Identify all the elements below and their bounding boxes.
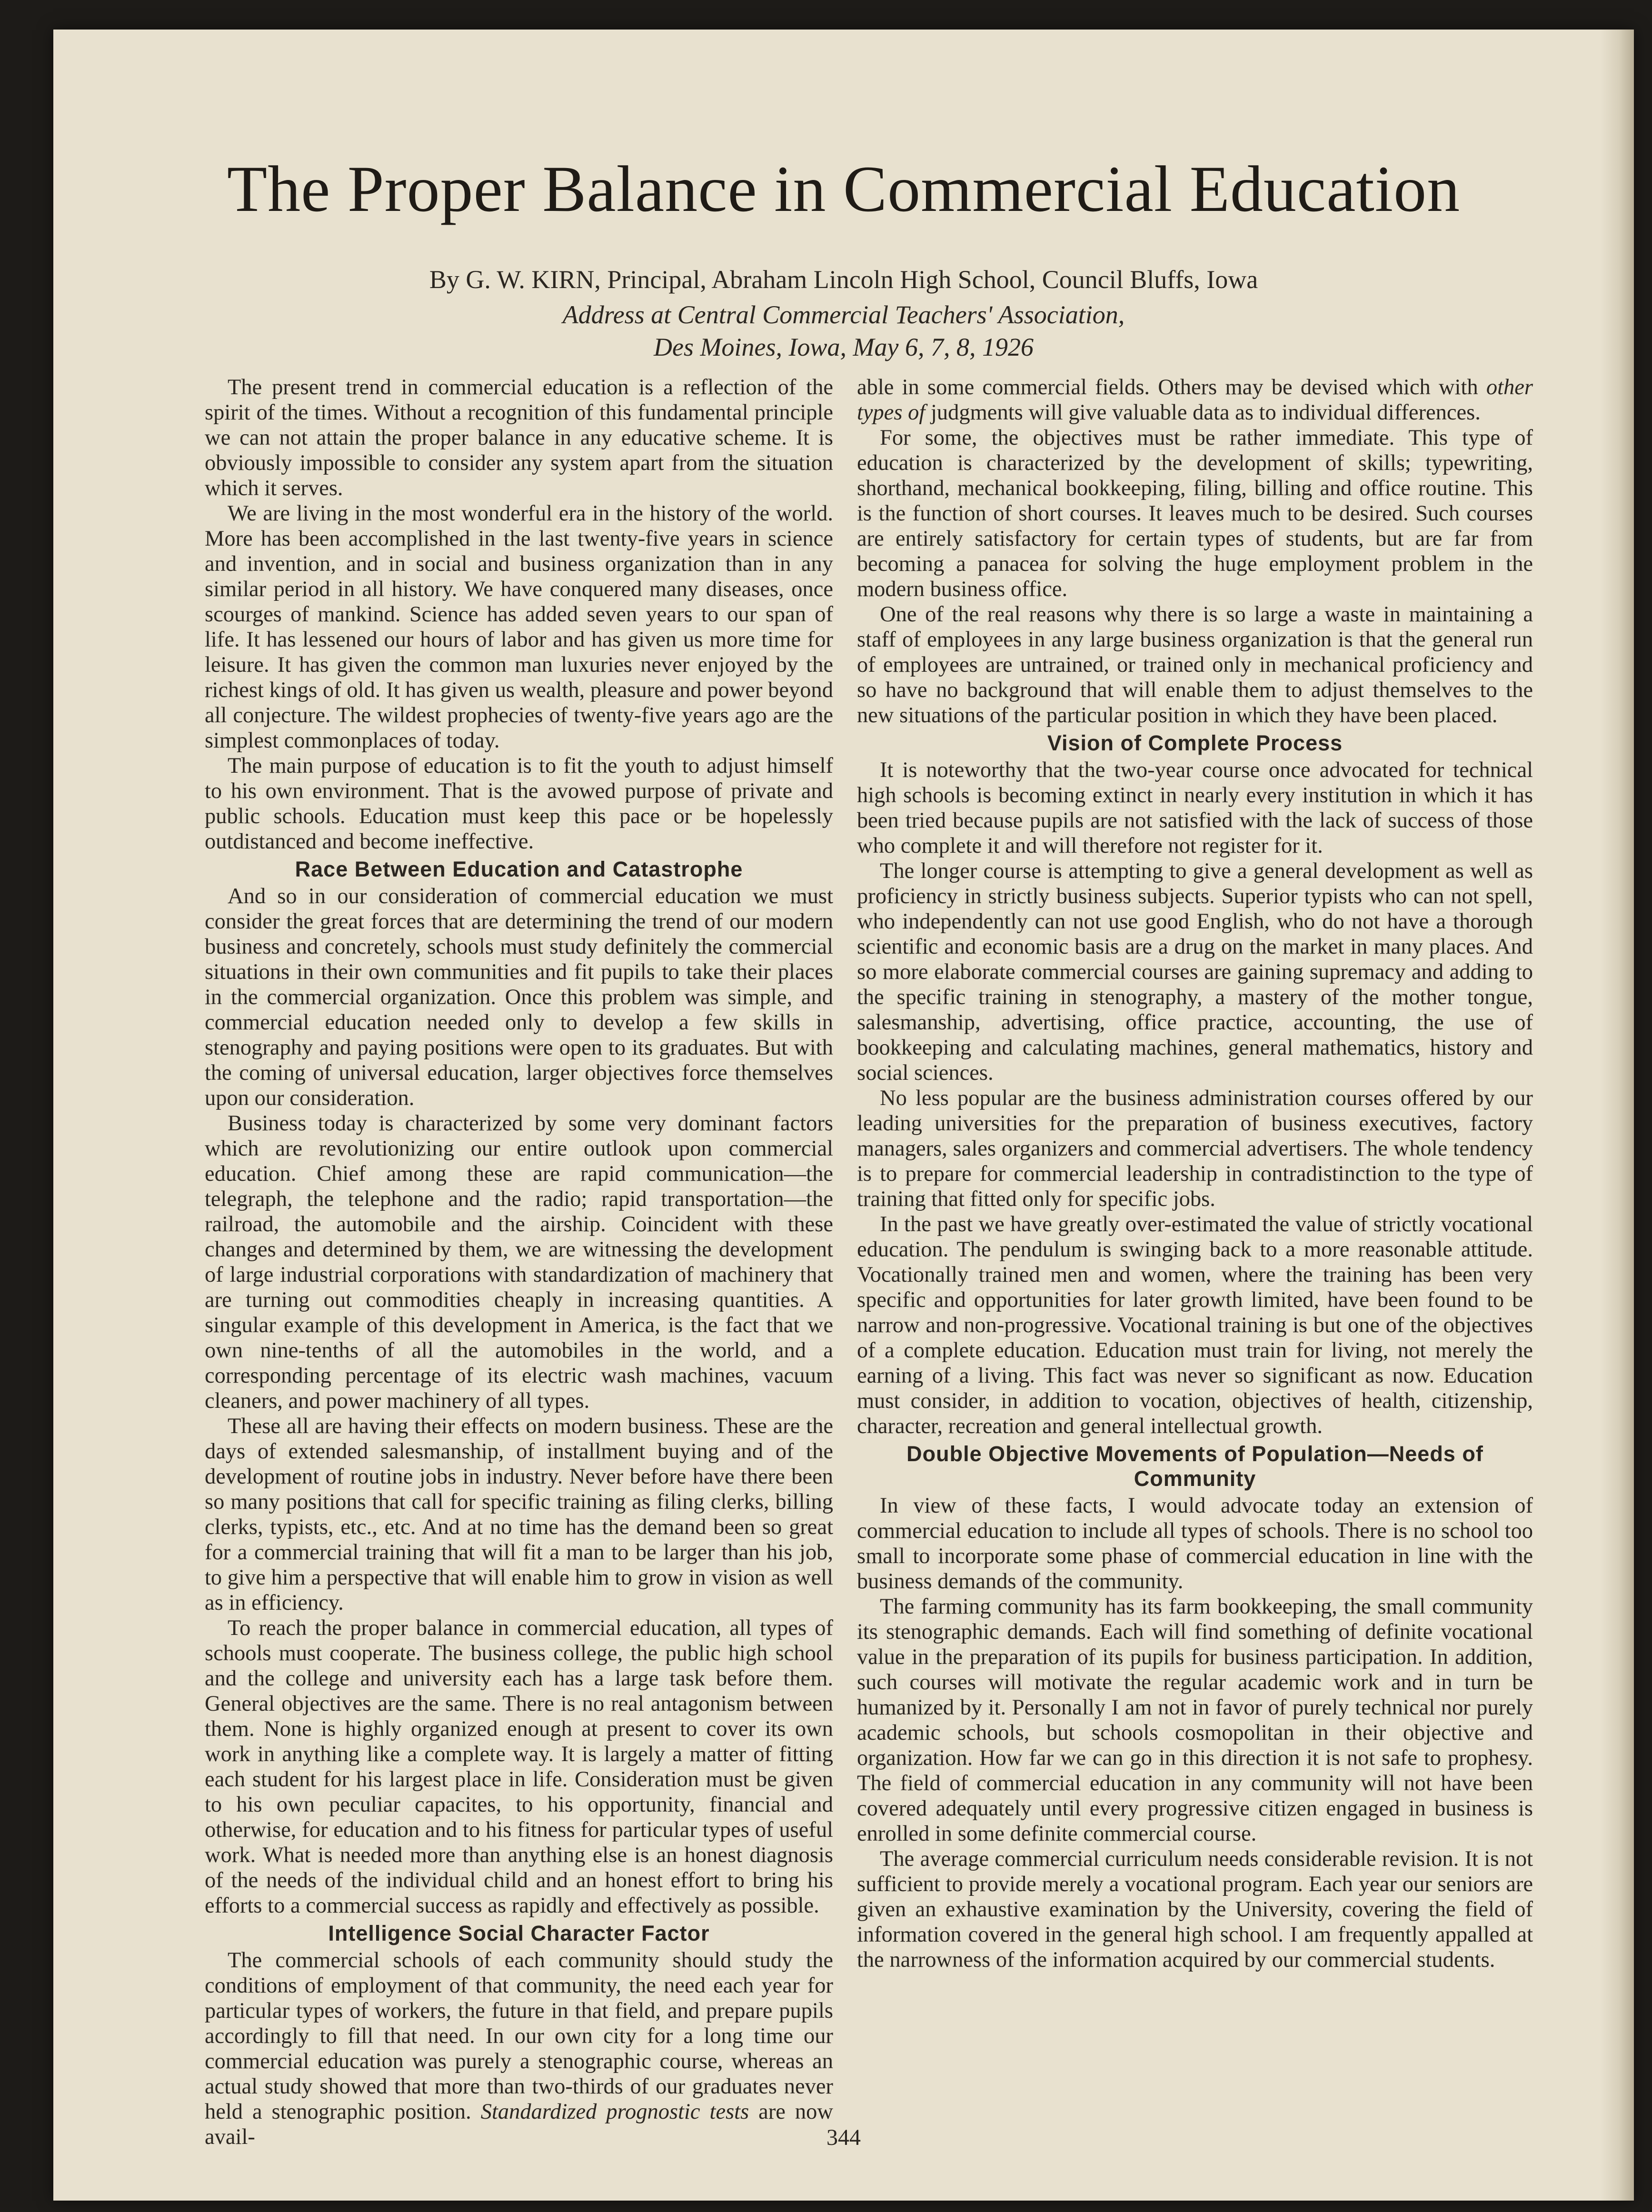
page-number: 344 [826, 2125, 861, 2150]
article-title: The Proper Balance in Commercial Education [227, 152, 1461, 225]
italic-phrase: other types of [857, 375, 1533, 425]
paragraph [205, 1948, 833, 2150]
italic-phrase: Standardized prognostic tests [480, 2100, 749, 2124]
section-heading: Race Between Education and Catastrophe [295, 857, 743, 881]
byline-author: By G. W. KIRN, Principal, Abraham Lincoln High School, Council Bluffs, Iowa [429, 265, 1258, 294]
right-column [857, 375, 1533, 1973]
paragraph: The main purpose of education is to fit the youth to adjust himself to his own environment. That is the avowed purpose of private and public schools. Education must keep this pace or be hopelessly outdistanced and become ineffective. [205, 754, 833, 854]
byline-address: Address at Central Commercial Teachers' Association, [562, 300, 1125, 329]
paragraph: In the past we have greatly over-estimated the value of strictly vocational education. The pendulum is swinging back to a more reasonable attitude. Vocationally trained men and women, where the training has been very specific and opportunities for later growth limited, have been found to be narrow and non-progressive. Vocational training is but one of the objectives of a complete education. Education must train for living, not merely the earning of a living. This fact was never so significant as now. Education must consider, in addition to vocation, objectives of health, citizenship, character, recreation and general intellectual growth. [857, 1212, 1533, 1438]
paragraph: We are living in the most wonderful era in the history of the world. More has been accomplished in the last twenty-five years in science and invention, and in social and business organization than in any similar period in all history. We have conquered many diseases, once scourges of mankind. Science has added seven years to our span of life. It has lessened our hours of labor and has given us more time for leisure. It has given the common man luxuries never enjoyed by the richest kings of old. It has given us wealth, pleasure and power beyond all conjecture. The wildest prophecies of twenty-five years ago are the simplest commonplaces of today. [205, 501, 833, 753]
paragraph: To reach the proper balance in commercial education, all types of schools must cooperate. The business college, the public high school and the college and university each has a large task before them. General objectives are the same. There is no real antagonism between them. None is highly organized enough at present to cover its own work in anything like a complete way. It is largely a matter of fitting each student for his largest place in life. Consideration must be given to his own peculiar capacites, to his opportunity, financial and otherwise, for education and to his fitness for particular types of useful work. What is needed more than anything else is an honest diagnosis of the needs of the individual child and an honest effort to bring his efforts to a commercial success as rapidly and effectively as possible. [205, 1616, 833, 1918]
paragraph: And so in our consideration of commercial education we must consider the great forces that are determining the trend of our modern business and concretely, schools must study definitely the commercial situations in their own communities and fit pupils to take their places in the commercial organization. Once this problem was simple, and commercial education needed only to develop a few skills in stenography and paying positions were open to its graduates. But with the coming of universal education, larger objectives force themselves upon our consideration. [205, 884, 833, 1110]
paragraph: It is noteworthy that the two-year course once advocated for technical high schools is becoming extinct in nearly every institution in which it has been tried because pupils are not satisfied with the lack of success of those who complete it and will therefore not register for it. [857, 758, 1533, 858]
paragraph: No less popular are the business administration courses offered by our leading universities for the preparation of business executives, factory managers, sales organizers and commercial advertisers. The whole tendency is to prepare for commercial leadership in contradistinction to the type of training that fitted only for specific jobs. [857, 1086, 1533, 1211]
paragraph: The present trend in commercial education is a reflection of the spirit of the times. Without a recognition of this fundamental principle we can not attain the proper balance in any educative scheme. It is obviously impossible to consider any system apart from the situation which it serves. [205, 375, 833, 500]
paragraph: In view of these facts, I would advocate today an extension of commercial education to include all types of schools. There is no school too small to incorporate some phase of commercial education in line with the business demands of the community. [857, 1494, 1533, 1594]
paragraph: The farming community has its farm bookkeeping, the small community its stenographic demands. Each will find something of definite vocational value in the preparation of its pupils for business participation. In addition, such courses will motivate the regular academic work and in turn be humanized by it. Personally I am not in favor of purely technical nor purely academic schools, but schools cosmopolitan in their objective and organization. How far we can go in this direction it is not safe to prophesy. The field of commercial education in any community will not have been covered adequately until every progressive citizen engaged in business is enrolled in some definite commercial course. [857, 1594, 1533, 1846]
paragraph [857, 375, 1533, 425]
paragraph: The average commercial curriculum needs considerable revision. It is not sufficient to provide merely a vocational program. Each year our seniors are given an exhaustive examination by the University, covering the field of information covered in the general high school. I am frequently appalled at the narrowness of the information acquired by our commercial students. [857, 1847, 1533, 1972]
paragraph: The longer course is attempting to give a general development as well as proficiency in strictly business subjects. Superior typists who can not spell, who independently can not use good English, who do not have a thorough scientific and economic basis are a drug on the market in many places. And so more elaborate commercial courses are gaining supremacy and adding to the specific training in stenography, a mastery of the mother tongue, salesmanship, advertising, office practice, accounting, the use of bookkeeping and calculating machines, general mathematics, history and social sciences. [857, 859, 1533, 1085]
section-heading: Double Objective Movements of Population—Needs of Community [906, 1442, 1483, 1491]
paragraph: For some, the objectives must be rather immediate. This type of education is characterized by the development of skills; typewriting, shorthand, mechanical bookkeeping, filing, billing and office routine. This is the function of short courses. It leaves much to be desired. Such courses are entirely satisfactory for certain types of students, but are far from becoming a panacea for solving the huge employment problem in the modern business office. [857, 426, 1533, 601]
paragraph-text: able in some commercial fields. Others may be devised which with [857, 375, 1486, 399]
paragraph: Business today is characterized by some very dominant factors which are revolutionizing our entire outlook upon commercial education. Chief among these are rapid communication—the telegraph, the telephone and the radio; rapid transportation—the railroad, the automobile and the airship. Coincident with these changes and determined by them, we are witnessing the development of large industrial corporations with standardization of machinery that are turning out commodities cheaply in increasing quantities. A singular example of this development in America, is the fact that we own nine-tenths of all the automobiles in the world, and a corresponding percentage of its electric wash machines, vacuum cleaners, and power machinery of all types. [205, 1111, 833, 1413]
section-heading: Vision of Complete Process [1047, 731, 1343, 755]
paragraph: One of the real reasons why there is so large a waste in maintaining a staff of employees in any large business organization is that the general run of employees are untrained, or trained only in mechanical proficiency and so have no background that will enable them to adjust themselves to the new situations of the particular position in which they have been placed. [857, 602, 1533, 727]
paragraph-text: The commercial schools of each community should study the conditions of employment of that community, the need each year for particular types of workers, the future in that field, and prepare pupils accordingly to fill that need. In our own city for a long time our commercial education was purely a stenographic course, whereas an actual study showed that more than two-thirds of our graduates never held a stenographic position. [205, 1948, 833, 2124]
paragraph-text: are now avail- [205, 2100, 834, 2149]
paragraph-text: judgments will give valuable data as to individual differences. [925, 400, 1481, 425]
left-column [205, 375, 833, 2150]
section-heading: Intelligence Social Character Factor [328, 1921, 710, 1945]
magazine-page [53, 30, 1634, 2201]
paragraph: These all are having their effects on modern business. These are the days of extended salesmanship, of installment buying and of the development of routine jobs in industry. Never before have there been so many positions that call for specific training as filing clerks, billing clerks, typists, etc., etc. And at no time has the demand been so great for a commercial training that will fit a man to be larger than his job, to give him a perspective that will enable him to grow in vision as well as in efficiency. [205, 1414, 833, 1615]
byline-date: Des Moines, Iowa, May 6, 7, 8, 1926 [654, 333, 1034, 361]
